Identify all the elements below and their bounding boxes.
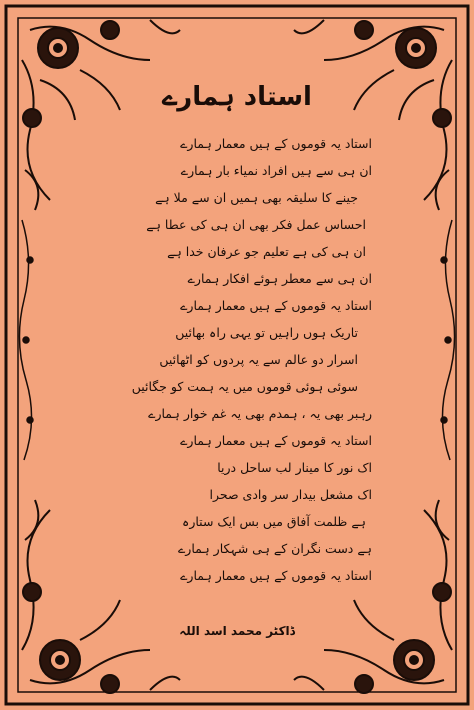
poem-line: اسرار دو عالم سے یہ پردوں کو اٹھائیں bbox=[159, 352, 358, 367]
poem-line: استاد یہ قوموں کے ہیں معمار ہمارے bbox=[180, 298, 372, 313]
poem-line: استاد یہ قوموں کے ہیں معمار ہمارے bbox=[180, 433, 372, 448]
poem-line: استاد یہ قوموں کے ہیں معمار ہمارے bbox=[180, 136, 372, 151]
poem-body bbox=[60, 130, 380, 589]
poem-line: ان ہی کی ہے تعلیم جو عرفان خدا ہے bbox=[167, 244, 366, 259]
poem-author: ڈاکٹر محمد اسد اللہ bbox=[179, 624, 295, 638]
poem-line: تاریک ہوں راہیں تو یہی راہ بھائیں bbox=[175, 325, 358, 340]
side-vine-right bbox=[441, 220, 455, 460]
poem-line: رہبر بھی یہ ، ہمدم بھی یہ غم خوار ہمارے bbox=[148, 406, 372, 421]
poem-line: ان ہی سے معطر ہوئے افکار ہمارے bbox=[187, 271, 372, 286]
poem-line: ہے ظلمت آفاق میں بس ایک ستارہ bbox=[182, 514, 366, 529]
poem-line: استاد یہ قوموں کے ہیں معمار ہمارے bbox=[180, 568, 372, 583]
poem-line: اک مشعل بیدار سر وادی صحرا bbox=[209, 487, 372, 502]
poem-line: احساس عمل فکر بھی ان ہی کی عطا ہے bbox=[146, 217, 366, 232]
side-vine-left bbox=[19, 220, 33, 460]
poem-title: استاد ہمارے bbox=[162, 82, 312, 112]
poem-line: اک نور کا مینار لب ساحل دریا bbox=[217, 460, 372, 475]
poem-line: ان ہی سے ہیں افراد نمیاء بار ہمارے bbox=[180, 163, 372, 178]
poem-line: سوئی ہوئی قوموں میں یہ ہمت کو جگائیں bbox=[131, 379, 358, 394]
poem-line: ہے دست نگران کے ہی شہکار ہمارے bbox=[177, 541, 372, 556]
poem-line: جینے کا سلیقہ بھی ہمیں ان سے ملا ہے bbox=[155, 190, 358, 205]
